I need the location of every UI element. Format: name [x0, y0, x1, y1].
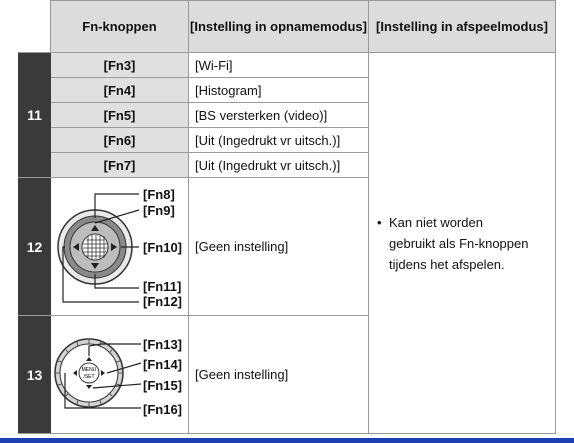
playback-setting-cell: [369, 53, 556, 434]
page-bottom-bar: [0, 438, 574, 443]
svg-text:/SET: /SET: [83, 374, 95, 380]
fn15-label: [Fn15]: [143, 378, 182, 393]
row-number-11: 11: [19, 53, 51, 178]
fn8-label: [Fn8]: [143, 187, 175, 202]
header-fn-buttons: Fn-knoppen: [51, 1, 189, 53]
recording-setting-cell: [Uit (Ingedrukt vr uitsch.)]: [189, 128, 369, 153]
fn-button-cell: [Fn5]: [51, 103, 189, 128]
fn16-label: [Fn16]: [143, 402, 182, 417]
recording-setting-cell: [Uit (Ingedrukt vr uitsch.)]: [189, 153, 369, 178]
fn9-label: [Fn9]: [143, 203, 175, 218]
fn11-label: [Fn11]: [143, 279, 182, 294]
fn-button-cell: [Fn7]: [51, 153, 189, 178]
header-blank: [19, 1, 51, 53]
fn12-label: [Fn12]: [143, 294, 182, 309]
fn-buttons-table-container: [16, 0, 568, 440]
control-dial-diagram-cell: [51, 316, 189, 434]
recording-setting-cell: [Geen instelling]: [189, 316, 369, 434]
cross-keys-diagram-cell: [51, 178, 189, 316]
fn-button-cell: [Fn4]: [51, 78, 189, 103]
header-playback-setting: [Instelling in afspeelmodus]: [369, 1, 556, 53]
fn10-label: [Fn10]: [143, 240, 182, 255]
fn14-label: [Fn14]: [143, 357, 182, 372]
bullet-icon: •: [377, 214, 382, 230]
svg-text:MENU: MENU: [81, 367, 97, 373]
fn-button-cell: [Fn6]: [51, 128, 189, 153]
fn13-label: [Fn13]: [143, 337, 182, 352]
recording-setting-cell: [Histogram]: [189, 78, 369, 103]
page-margin: [0, 0, 16, 443]
row-number-12: 12: [19, 178, 51, 316]
fn-button-cell: [Fn3]: [51, 53, 189, 78]
header-recording-setting: [Instelling in opnamemodus]: [189, 1, 369, 53]
playback-note: • Kan niet worden gebruikt als Fn-knoppen tijdens het afspelen.: [377, 212, 547, 275]
recording-setting-cell: [Wi-Fi]: [189, 53, 369, 78]
fn-buttons-table: [18, 0, 556, 434]
recording-setting-cell: [Geen instelling]: [189, 178, 369, 316]
recording-setting-cell: [BS versterken (video)]: [189, 103, 369, 128]
row-number-13: 13: [19, 316, 51, 434]
